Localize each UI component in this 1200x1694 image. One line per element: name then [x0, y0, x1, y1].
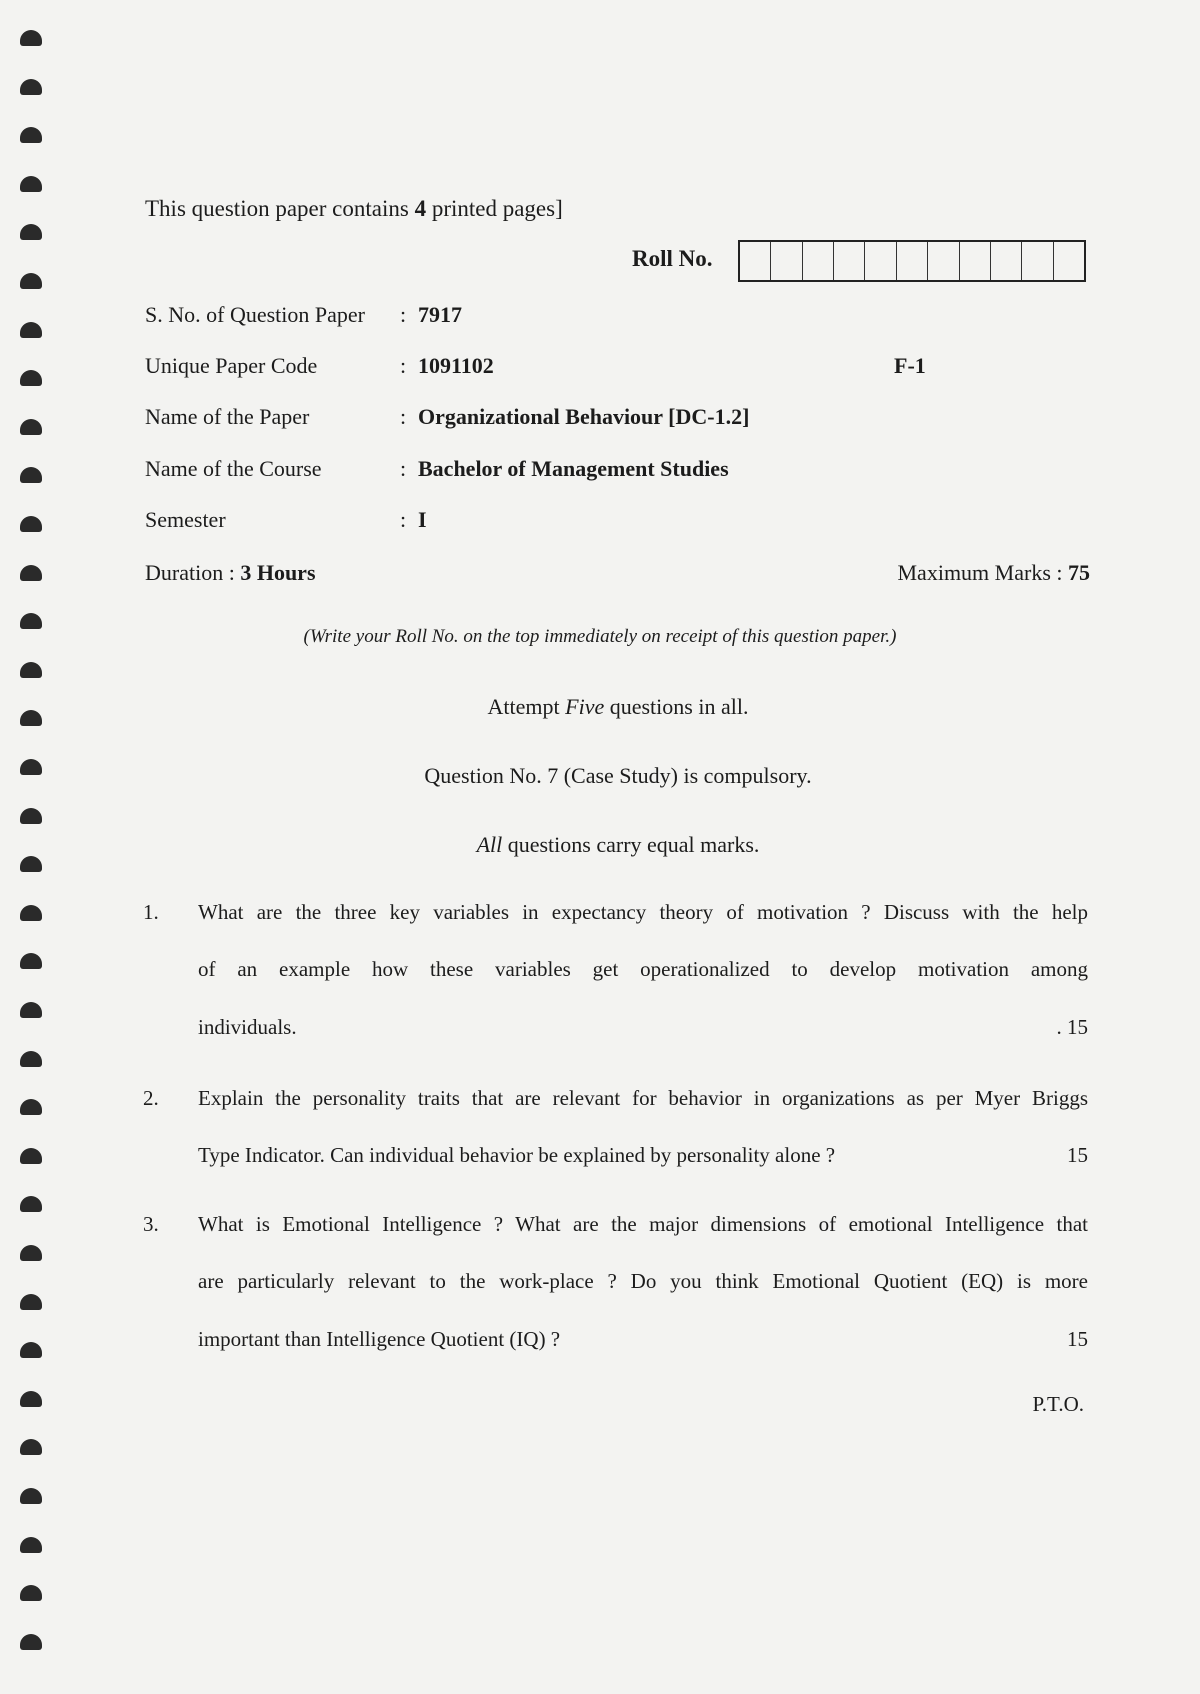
- binding-hole: [20, 127, 42, 143]
- binding-hole: [20, 176, 42, 192]
- question-2-line-2: Type Indicator. Can individual behavior be explained by personality alone ?: [198, 1143, 836, 1167]
- question-2-marks: 15: [1067, 1143, 1088, 1167]
- binding-hole: [20, 1391, 42, 1407]
- meta-value-paper-name: Organizational Behaviour [DC-1.2]: [418, 404, 750, 429]
- meta-value-paper-code: 1091102: [418, 353, 494, 378]
- binding-hole: [20, 856, 42, 872]
- question-2-line-1: Explain the personality traits that are relevant for behavior in organizations as per Myer Briggs: [198, 1086, 1088, 1110]
- meta-label-course: Name of the Course: [145, 456, 322, 481]
- binding-hole: [20, 565, 42, 581]
- question-3-line-3: important than Intelligence Quotient (IQ) ?: [198, 1327, 561, 1351]
- page-count-note: This question paper contains 4 printed pages]: [145, 196, 563, 221]
- rule-compulsory: Question No. 7 (Case Study) is compulsory.: [424, 763, 812, 788]
- meta-value-semester: I: [418, 507, 427, 532]
- meta-value-course: Bachelor of Management Studies: [418, 456, 729, 481]
- meta-label-serial: S. No. of Question Paper: [145, 302, 365, 327]
- question-1-line-3: individuals.: [198, 1015, 297, 1039]
- binding-hole: [20, 79, 42, 95]
- please-turn-over: P.T.O.: [1032, 1392, 1084, 1416]
- binding-hole: [20, 1488, 42, 1504]
- question-1-line-2: of an example how these variables get operationalized to develop motivation among: [198, 957, 1088, 981]
- binding-hole: [20, 370, 42, 386]
- question-3-marks: 15: [1067, 1327, 1088, 1351]
- binding-hole: [20, 322, 42, 338]
- meta-label-paper-name: Name of the Paper: [145, 404, 310, 429]
- roll-no-boxes[interactable]: [738, 240, 1086, 282]
- question-paper-page: This question paper contains 4 printed pages] Roll No. S. No. of Question Paper : 7917 Unique Paper Code : 1091102 F-1 Name of the Paper : Organizational Behaviour [DC-1.2] Name of the Course : Bachelor of Management Studies Semester : I Duration : 3 Hours Maximum Marks : 75 (Write your Roll No. on the top immediately on receipt of this question paper.) Attempt Five questions in all. Question No. 7 (Case Study) is compulsory. All questions carry equal marks. 1. What are the three key variables in expectancy theory of motivation ? Discuss with the help of an example how these variables get operationalized to develop motivation among individuals. . 15 2. Explain the personality traits that are relevant for behavior in organizations as per Myer Briggs Type Indicator. Can individual behavior be explained by personality alone ? 15 3. What is Emotional Intelligence ? What are the major dimensions of emotional Intelligence that are particularly relevant to the work-place ? Do you think Emotional Quotient (EQ) is more important than Intelligence Quotient (IQ) ? 15 P.T.O.: [0, 0, 1200, 1694]
- binding-hole: [20, 1342, 42, 1358]
- duration: Duration : 3 Hours: [145, 560, 316, 585]
- binding-hole: [20, 1585, 42, 1601]
- binding-hole: [20, 30, 42, 46]
- binding-hole: [20, 905, 42, 921]
- maximum-marks: Maximum Marks : 75: [897, 560, 1090, 585]
- binding-hole: [20, 467, 42, 483]
- binding-hole: [20, 1051, 42, 1067]
- binding-hole: [20, 273, 42, 289]
- roll-no-instruction: (Write your Roll No. on the top immediately on receipt of this question paper.): [303, 626, 897, 647]
- question-1-number: 1.: [143, 900, 159, 924]
- roll-no-label: Roll No.: [632, 246, 713, 271]
- question-2-number: 2.: [143, 1086, 159, 1110]
- meta-value-serial: 7917: [418, 302, 462, 327]
- binding-hole: [20, 1148, 42, 1164]
- set-code: F-1: [894, 353, 926, 378]
- question-3-number: 3.: [143, 1212, 159, 1236]
- binding-hole: [20, 1099, 42, 1115]
- binding-hole: [20, 1196, 42, 1212]
- question-3-line-2: are particularly relevant to the work-place ? Do you think Emotional Quotient (EQ) is more: [198, 1269, 1088, 1293]
- rule-equal-marks: All questions carry equal marks.: [476, 832, 760, 857]
- binding-hole: [20, 662, 42, 678]
- question-1-line-1: What are the three key variables in expectancy theory of motivation ? Discuss with the help: [198, 900, 1088, 924]
- binding-hole: [20, 419, 42, 435]
- binding-hole: [20, 224, 42, 240]
- meta-label-semester: Semester: [145, 507, 226, 532]
- binding-hole: [20, 1002, 42, 1018]
- binding-hole: [20, 1294, 42, 1310]
- meta-label-paper-code: Unique Paper Code: [145, 353, 318, 378]
- binding-hole: [20, 1537, 42, 1553]
- binding-hole: [20, 1245, 42, 1261]
- binding-hole: [20, 1439, 42, 1455]
- binding-hole: [20, 516, 42, 532]
- rule-attempt: Attempt Five questions in all.: [487, 694, 749, 719]
- question-1-marks: . 15: [1056, 1015, 1088, 1039]
- question-3-line-1: What is Emotional Intelligence ? What are the major dimensions of emotional Intelligence that: [198, 1212, 1088, 1236]
- binding-hole: [20, 808, 42, 824]
- binding-hole: [20, 953, 42, 969]
- binding-hole: [20, 1634, 42, 1650]
